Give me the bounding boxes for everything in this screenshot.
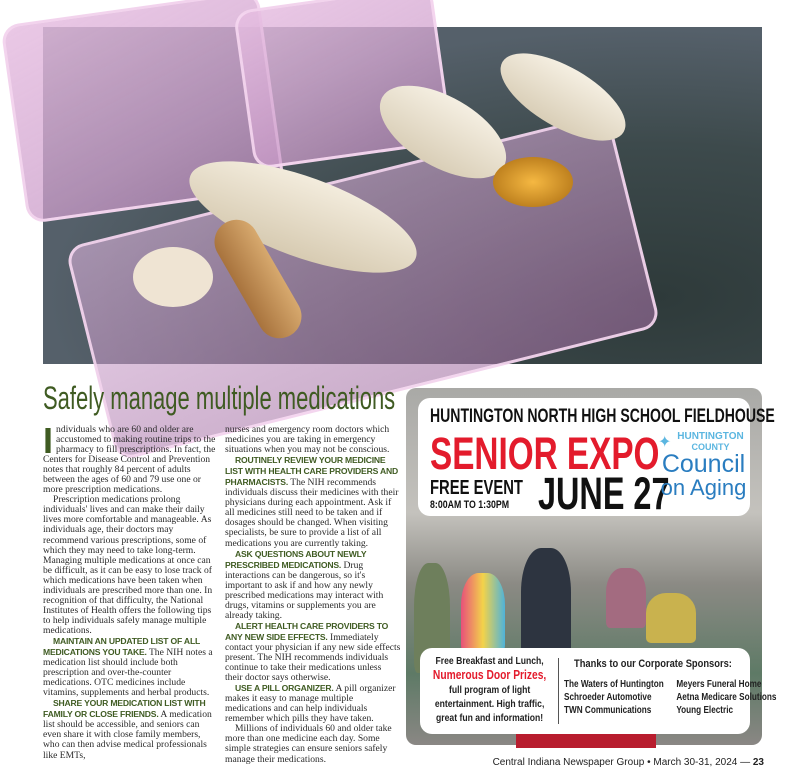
page-footer: [493, 757, 764, 768]
article-column-2: [225, 425, 401, 765]
tip-heading: ASK QUESTIONS ABOUT NEWLY PRESCRIBED MEDICATIONS.: [225, 548, 367, 570]
paragraph: [225, 549, 401, 621]
gel-pill: [493, 157, 573, 207]
headline-text: Safely manage multiple medications: [43, 380, 396, 416]
page-number: 23: [752, 757, 764, 768]
tip-text: A medication list should be accessible, and seniors can even share it with close family members, who can then advise medical professionals like EMTs,: [43, 709, 212, 761]
perks: [424, 654, 555, 725]
tip-heading: USE A PILL ORGANIZER.: [235, 683, 334, 694]
perk-line: Numerous Door Prizes,: [432, 668, 547, 682]
figure-icon: ✦: [658, 434, 672, 451]
tip-heading: ALERT HEALTH CARE PROVIDERS TO ANY NEW SIDE EFFECTS.: [225, 620, 389, 642]
pill: [133, 247, 213, 307]
pill-organizer-photo: [43, 27, 762, 364]
sponsor: Young Electric: [676, 704, 734, 716]
logo-text: on Aging: [660, 475, 747, 500]
ad-header-panel: [418, 398, 775, 519]
headline: [43, 380, 398, 420]
logo-text: COUNTY: [691, 442, 730, 452]
paragraph: Individuals who are 60 and older are accustomed to making routine trips to the pharmacy to fill prescriptions. In fact, the Centers for Disease Control and Prevention notes that roughly 84 percent of adults between the ages of 60 and 79 use one or more prescription medications.: [43, 420, 216, 496]
logo-text: Council: [661, 450, 746, 478]
publication-info: Central Indiana Newspaper Group • March 30-31, 2024 —: [492, 757, 753, 768]
attendee: [646, 593, 696, 643]
paragraph: Prescription medications prolong individuals' lives and can make their daily lives more comfortable and manageable. As individuals age, their doctors may recommend various prescriptions, some of which they may need to take long-term. Managing multiple medications at once can be difficult, as it can be easy to lose track of which medications have been taken when individuals are prescribed more than one. In recognition of that difficulty, the National Institutes of Health offers the following tips to help individuals safely manage multiple medications.: [43, 494, 213, 636]
paragraph: [225, 683, 401, 724]
attendee: [521, 548, 571, 658]
sponsor: Aetna Medicare Solutions: [676, 691, 777, 703]
perk-line: entertainment. High traffic,: [434, 698, 545, 710]
event-hours: 8:00AM TO 1:30PM: [430, 499, 510, 511]
free-event: FREE EVENT: [430, 477, 523, 499]
council-on-aging-logo: [656, 432, 751, 499]
perk-line: full program of light: [448, 684, 531, 696]
sponsor: TWN Communications: [564, 704, 652, 716]
ad-info-panel: [420, 648, 777, 734]
senior-expo-ad: [406, 388, 777, 745]
tip-text: Drug interactions can be dangerous, so it's important to ask if and how any newly prescribed medications may interact with drugs, vitamins or supplements you are already taking.: [225, 559, 384, 621]
article-column-1: [43, 420, 218, 761]
perk-line: great fun and information!: [436, 712, 544, 724]
paragraph: Millions of individuals 60 and older take more than one medicine each day. Some simple strategies can ensure seniors safely manage their medications.: [225, 723, 392, 765]
tip-heading: SHARE YOUR MEDICATION LIST WITH FAMILY OR CLOSE FRIENDS.: [43, 698, 206, 720]
tip-heading: MAINTAIN AN UPDATED LIST OF ALL MEDICATIONS YOU TAKE.: [43, 635, 200, 658]
tip-heading: ROUTINELY REVIEW YOUR MEDICINE LIST WITH HEALTH CARE PROVIDERS AND PHARMACISTS.: [225, 455, 398, 488]
tip-text: A pill organizer makes it easy to manage multiple medications and can help individuals remember which pills they have taken.: [225, 683, 396, 725]
tip-text: Immediately contact your physician if any new side effects present. The NIH recommends individuals continue to take their medications unless their doctor says otherwise.: [225, 631, 401, 684]
divider: [558, 658, 559, 724]
sponsor: The Waters of Huntington: [564, 678, 664, 690]
event-title: SENIOR EXPO: [430, 428, 660, 479]
paragraph: [225, 455, 401, 548]
event-date: JUNE 27: [538, 468, 670, 519]
tip-text: The NIH notes a medication list should include both prescription and over-the-counter medications. OTC medicines include vitamins, supplements and herbal products.: [43, 647, 213, 699]
venue: HUNTINGTON NORTH HIGH SCHOOL FIELDHOUSE: [430, 406, 775, 427]
sponsors-heading: Thanks to our Corporate Sponsors:: [574, 658, 732, 670]
sponsor: Meyers Funeral Home: [676, 678, 762, 690]
paragraph: nurses and emergency room doctors which medicines you are taking in emergency situations when you may not be conscious.: [225, 424, 390, 456]
perk-line: Free Breakfast and Lunch,: [435, 655, 544, 667]
paragraph: [43, 636, 218, 698]
paragraph: [43, 698, 218, 760]
tip-text: The NIH recommends individuals discuss their medicines with their physicians during each appointment. Ask if all medicines still need to be taken and if dosages should be changed. When visiting specialists, be sure to provide a list of all medications you are currently taking.: [225, 477, 399, 549]
logo-text: HUNTINGTON: [677, 431, 744, 442]
sponsor-list: [564, 678, 776, 717]
paragraph: [225, 621, 401, 683]
attendee: [606, 568, 646, 628]
sponsor: Schroeder Automotive: [564, 691, 652, 703]
attendee: [461, 573, 505, 653]
